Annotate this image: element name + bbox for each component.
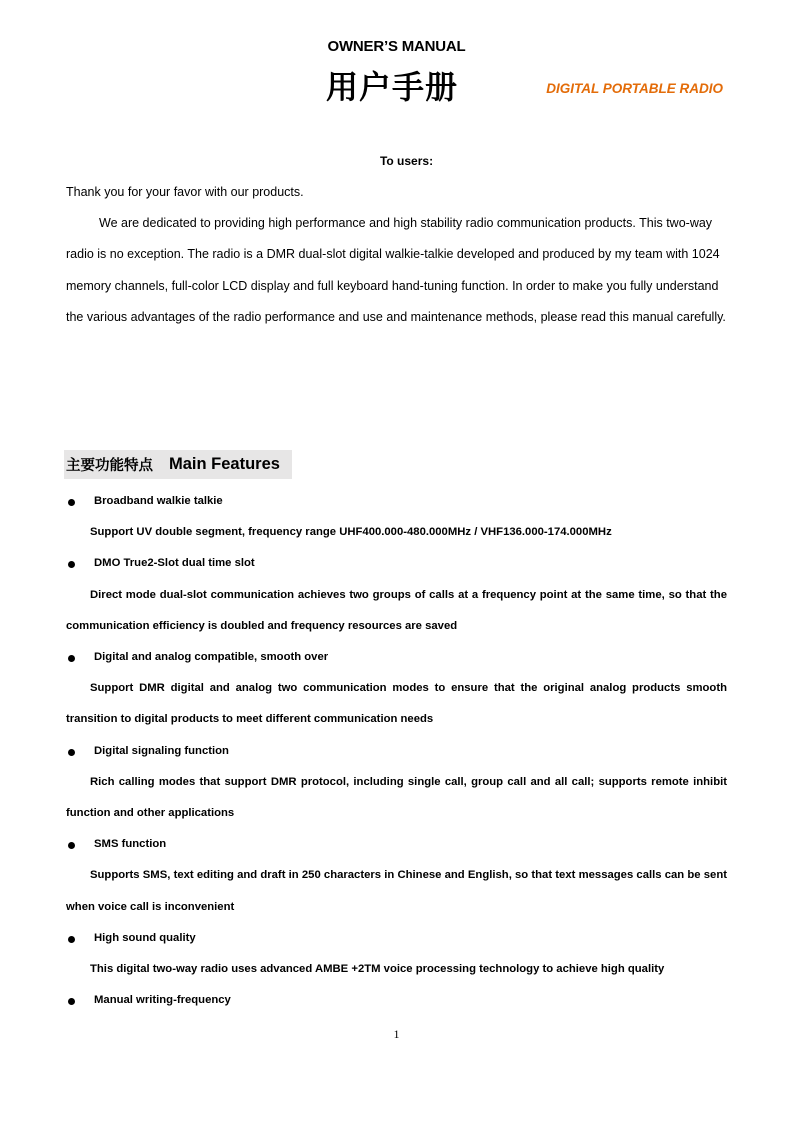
feature-description: This digital two-way radio uses advanced AMBE +2TM voice processing technology to achieve high quality	[90, 963, 665, 976]
feature-list	[66, 486, 727, 1016]
page-number: 1	[393, 1027, 400, 1041]
feature-title-text: Digital and analog compatible, smooth over	[94, 651, 329, 664]
feature-title	[66, 923, 727, 954]
feature-title	[66, 985, 727, 1016]
feature-description: Support UV double segment, frequency range UHF400.000-480.000MHz / VHF136.000-174.000MHz	[90, 526, 612, 539]
title-english: OWNER’S MANUAL	[327, 38, 466, 55]
bullet-icon	[68, 655, 75, 662]
feature-title-text: DMO True2-Slot dual time slot	[94, 557, 255, 570]
subtitle: DIGITAL PORTABLE RADIO	[546, 81, 723, 96]
feature-title-text: High sound quality	[94, 931, 196, 944]
intro-greeting: Thank you for your favor with our products.	[66, 185, 304, 199]
feature-title	[66, 736, 727, 767]
bullet-icon	[68, 749, 75, 756]
feature-title-text: SMS function	[94, 838, 167, 851]
bullet-icon	[68, 561, 75, 568]
feature-title-text: Digital signaling function	[94, 744, 229, 757]
intro-heading: To users:	[379, 154, 434, 168]
feature-description: Rich calling modes that support DMR protocol, including single call, group call and all call; supports remote inhibit function and other applications	[66, 775, 727, 820]
bullet-icon	[68, 998, 75, 1005]
feature-description: Support DMR digital and analog two communication modes to ensure that the original analog products smooth transition to digital products to meet different communication needs	[66, 682, 727, 726]
section-heading	[64, 450, 292, 479]
feature-title	[66, 548, 727, 579]
feature-title-text: Broadband walkie talkie	[94, 495, 223, 507]
feature-title-text: Manual writing-frequency	[94, 994, 231, 1007]
feature-description: Direct mode dual-slot communication achieves two groups of calls at a frequency point at the same time, so that the communication efficiency is doubled and frequency resources are saved	[66, 588, 727, 632]
section-title-chinese: 主要功能特点	[66, 458, 153, 474]
section-title-english: Main Features	[169, 455, 280, 473]
bullet-icon	[68, 842, 75, 849]
bullet-icon	[68, 936, 75, 943]
feature-title	[66, 642, 727, 673]
feature-title	[66, 829, 727, 860]
intro-block	[66, 177, 730, 333]
title-chinese: 用户手册	[326, 68, 459, 106]
intro-paragraph: We are dedicated to providing high performance and high stability radio communication products. This two-way radio is no exception. The radio is a DMR dual-slot digital walkie-talkie developed and produced by my team with 1024 memory channels, full-color LCD display and full keyboard hand-tuning function. In order to make you fully understand the various advantages of the radio performance and use and maintenance methods, please read this manual carefully.	[66, 216, 726, 324]
feature-description: Supports SMS, text editing and draft in 250 characters in Chinese and English, so that text messages calls can be sent when voice call is inconvenient	[66, 869, 727, 913]
bullet-icon	[68, 499, 75, 506]
feature-title	[66, 486, 727, 517]
